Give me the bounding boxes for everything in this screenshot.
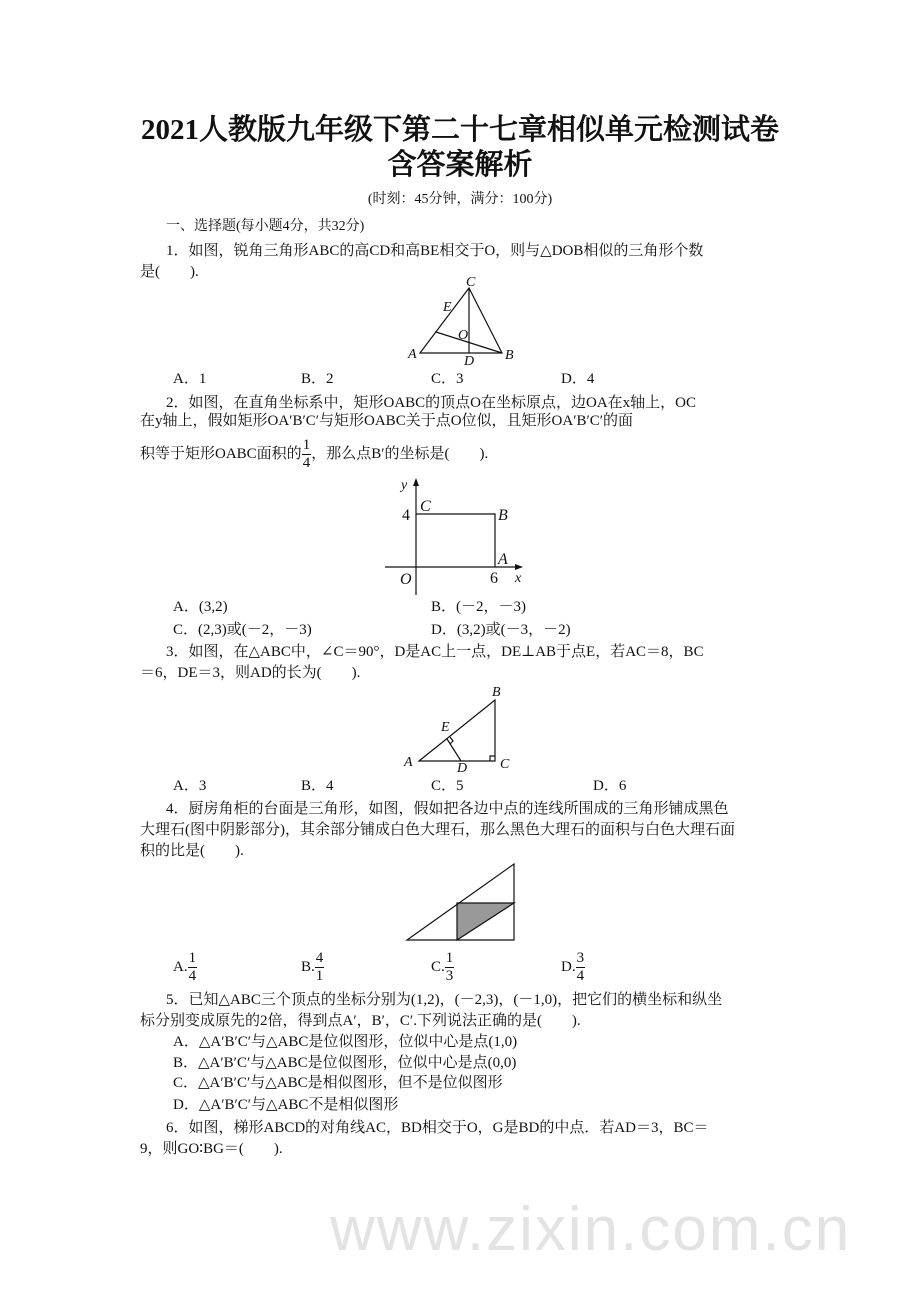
q5-text: 标分别变成原先的2倍，得到点A′，B′，C′.下列说法正确的是( ). [140, 1013, 581, 1029]
q3-figure [395, 680, 525, 775]
q4-text: 大理石(图中阴影部分)，其余部分铺成白色大理石，那么黑色大理石的面积与白色大理石面 [140, 822, 735, 838]
q2-option-c: C．(2,3)或(－2，－3) [173, 622, 312, 638]
q5-option-b: B．△A′B′C′与△ABC是位似图形，位似中心是点(0,0) [173, 1055, 517, 1071]
q2-option-b: B．(－2，－3) [431, 599, 526, 615]
label-C: C [500, 757, 510, 772]
q6-text: 9，则GO∶BG＝( ). [140, 1141, 283, 1157]
label-D: D [457, 761, 468, 776]
q5-option-d: D．△A′B′C′与△ABC不是相似图形 [173, 1097, 399, 1113]
doc-subtitle: (时刻：45分钟，满分：100分) [367, 192, 553, 207]
label-O: O [400, 571, 412, 588]
q4-option-d: D. $\frac{3}{4}$ [561, 950, 585, 985]
q3-option-a: A．3 [173, 778, 207, 794]
q1-text: 1．如图，锐角三角形ABC的高CD和高BE相交于O，则与△DOB相似的三角形个数 [166, 243, 704, 259]
q4-option-c: C. $\frac{1}{3}$ [431, 950, 454, 985]
label-E: E [441, 720, 450, 735]
q2-figure [380, 475, 530, 595]
q4-option-b: B. $\frac{4}{1}$ [301, 950, 324, 985]
tick-4: 4 [402, 507, 410, 524]
label-B: B [498, 507, 508, 524]
q1-option-a: A．1 [173, 371, 207, 387]
q3-text: ＝6，DE＝3，则AD的长为( ). [140, 665, 361, 681]
q4-text: 积的比是( ). [140, 843, 244, 859]
label-x: x [515, 571, 522, 586]
q3-option-b: B．4 [301, 778, 334, 794]
q2-fraction: $\frac{1}{4}$ [302, 437, 311, 472]
q5-option-c: C．△A′B′C′与△ABC是相似图形，但不是位似图形 [173, 1075, 503, 1091]
q4-figure [405, 860, 520, 945]
q1-figure [400, 275, 520, 370]
q2-text [140, 436, 488, 472]
q2-option-a: A．(3,2) [173, 599, 228, 615]
tick-6: 6 [490, 570, 498, 587]
q5-text: 5．已知△ABC三个顶点的坐标分别为(1,2)，(－2,3)，(－1,0)，把它们的横坐标和纵坐 [166, 992, 723, 1008]
q1-option-b: B．2 [301, 371, 334, 387]
q6-text: 6．如图，梯形ABCD的对角线AC，BD相交于O，G是BD的中点．若AD＝3，BC＝ [166, 1120, 709, 1136]
q5-option-a: A．△A′B′C′与△ABC是位似图形，位似中心是点(1,0) [173, 1034, 518, 1050]
watermark: www.zixin.com.cn [330, 1195, 852, 1264]
q3-option-c: C．5 [431, 778, 464, 794]
doc-title-line2: 含答案解析 [387, 149, 533, 181]
shaded-triangle [457, 903, 514, 940]
q3-option-d: D．6 [593, 778, 627, 794]
q3-text: 3．如图，在△ABC中，∠C＝90°，D是AC上一点，DE⊥AB于点E，若AC＝8，BC [166, 644, 704, 660]
label-B: B [505, 348, 514, 363]
label-C: C [466, 275, 476, 290]
q1-option-d: D．4 [561, 371, 595, 387]
label-D: D [464, 354, 475, 369]
label-E: E [443, 300, 452, 315]
label-A: A [404, 755, 413, 770]
doc-title-line1: 2021人教版九年级下第二十七章相似单元检测试卷 [140, 114, 779, 146]
q2-text-part: 积等于矩形OABC面积的 [140, 446, 302, 462]
q1-option-c: C．3 [431, 371, 464, 387]
label-A: A [498, 551, 508, 568]
q2-text: 2．如图，在直角坐标系中，矩形OABC的顶点O在坐标原点，边OA在x轴上，OC [166, 395, 697, 411]
label-y: y [401, 478, 408, 493]
section-heading: 一、选择题(每小题4分，共32分) [166, 219, 365, 234]
q4-option-a: A. $\frac{1}{4}$ [173, 950, 197, 985]
label-C: C [420, 498, 431, 515]
q4-text: 4．厨房角柜的台面是三角形，如图，假如把各边中点的连线所围成的三角形铺成黑色 [166, 801, 729, 817]
label-A: A [408, 347, 417, 362]
label-B: B [492, 685, 501, 700]
label-O: O [458, 328, 469, 343]
q2-text: 在y轴上，假如矩形OA′B′C′与矩形OABC关于点O位似，且矩形OA′B′C′的面 [140, 413, 634, 429]
q1-text: 是( ). [140, 264, 199, 280]
q2-text-part: ，那么点B′的坐标是( ). [311, 446, 489, 462]
q2-option-d: D．(3,2)或(－3，－2) [431, 622, 571, 638]
